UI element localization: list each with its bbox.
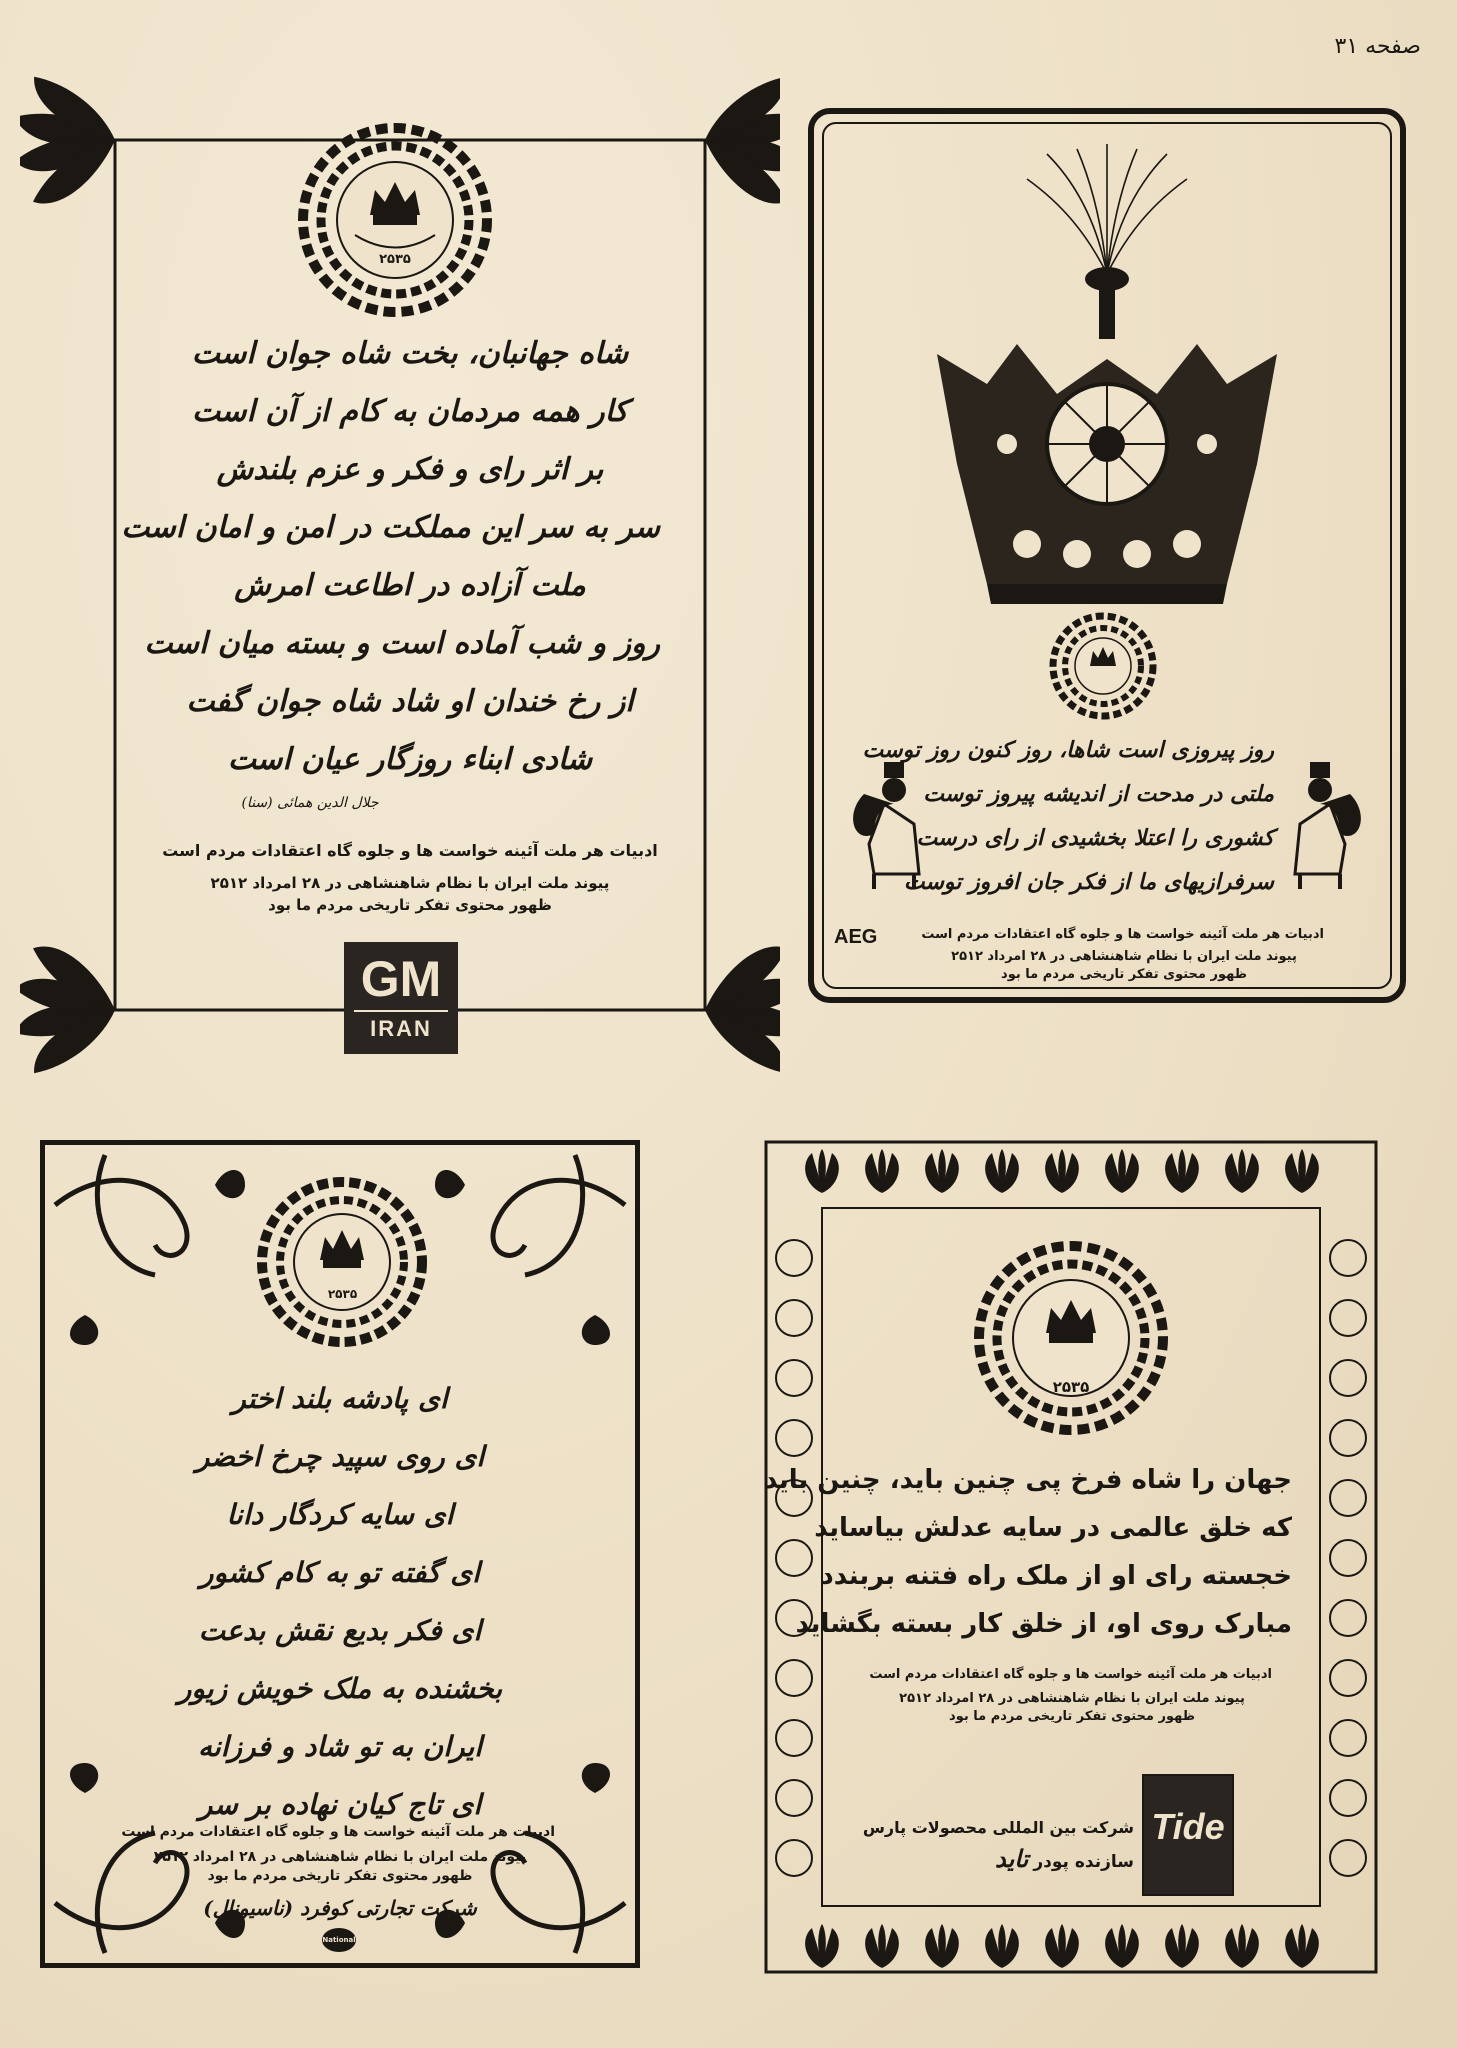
verse-line: ای تاج کیان نهاده بر سر [198, 1788, 482, 1821]
verse-line: کشوری را اعتلا بخشیدی از رای درست [916, 825, 1274, 851]
crown-seal-icon [1048, 611, 1158, 721]
tribute-text-tide [869, 1666, 1272, 1726]
poem-national [145, 1370, 535, 1834]
emblem-year: ۲۵۳۵ [379, 252, 411, 267]
verse-line: سرفرازیهای ما از فکر جان افروز توست [903, 869, 1274, 895]
verse-line: شادی ابناء روزگار عیان است [227, 742, 593, 777]
verse-line: ملتی در مدحت از اندیشه پیروز توست [923, 781, 1274, 807]
verse-line: ای فکر بدیع نقش بدعت [198, 1614, 482, 1647]
verse-line: بر اثر رای و فکر و عزم بلندش [216, 452, 604, 487]
crown-seal-icon [255, 1175, 430, 1350]
tribute-text-gm [160, 840, 660, 916]
tribute-line: پیوند ملت ایران با نظام شاهنشاهی در ۲۸ امرداد ۲۵۱۲ [899, 1691, 1245, 1706]
tide-maker-line [912, 1845, 1134, 1873]
jubilee-emblem [971, 1238, 1171, 1438]
verse-line: ای سایه کردگار دانا [226, 1498, 454, 1531]
verse-line: روز و شب آماده است و بسته میان است [144, 626, 660, 661]
tribute-line: ظهور محتوی تفکر تاریخی مردم ما بود [1001, 967, 1247, 982]
jubilee-emblem [255, 1175, 430, 1350]
tribute-line: ادبیات هر ملت آئینه خواست ها و جلوه گاه اعتقادات مردم است [162, 841, 658, 860]
gm-logo-letters: GM [354, 948, 448, 1012]
verse-line: ملت آزاده در اطاعت امرش [234, 568, 586, 603]
lamassu-right-icon [1280, 754, 1370, 894]
verse-line: مبارک روی او، از خلق کار بسته بگشاید [795, 1609, 1292, 1639]
verse-line: بخشنده به ملک خویش زیور [177, 1672, 503, 1705]
pahlavi-crown-icon [927, 144, 1287, 604]
verse-line: کار همه مردمان به کام از آن است [191, 394, 629, 429]
crown-seal-icon [971, 1238, 1171, 1438]
poem-tide [763, 1456, 1292, 1648]
poem-aeg [862, 728, 1274, 904]
tribute-line: ظهور محتوی تفکر تاریخی مردم ما بود [268, 896, 552, 914]
gm-iran-logo [344, 942, 458, 1054]
tide-brand-fa: تاید [995, 1845, 1029, 1873]
verse-line: که خلق عالمی در سایه عدلش بیاساید [814, 1513, 1292, 1543]
tribute-line: پیوند ملت ایران با نظام شاهنشاهی در ۲۸ امرداد ۲۵۱۲ [951, 949, 1297, 964]
verse-line: از رخ خندان او شاد شاه جوان گفت [186, 684, 634, 719]
tide-company [862, 1818, 1134, 1873]
poem-attribution: جلال الدین همائی (سنا) [241, 795, 379, 811]
tribute-line: پیوند ملت ایران با نظام شاهنشاهی در ۲۸ امرداد ۲۵۱۲ [153, 1849, 527, 1865]
jubilee-emblem [295, 120, 495, 320]
tide-maker-label: سازنده پودر [1033, 1852, 1134, 1872]
ad-tide [762, 1138, 1380, 1976]
emblem-year: ۲۵۳۵ [1052, 1378, 1090, 1396]
company-name-national: شرکت تجارتی کوفرد (ناسیونال) [203, 1896, 477, 1920]
verse-line: خجسته رای او از ملک راه فتنه بربندد [820, 1561, 1292, 1591]
aeg-logo: AEG [834, 926, 878, 948]
ad-gm-iran [20, 50, 780, 1080]
tribute-text-national [121, 1823, 555, 1886]
emblem-year: ۲۵۳۵ [327, 1287, 358, 1301]
ad-aeg [808, 108, 1406, 1003]
verse-line: جهان را شاه فرخ پی چنین باید، چنین باید [763, 1465, 1292, 1495]
tribute-line: ظهور محتوی تفکر تاریخی مردم ما بود [949, 1709, 1195, 1724]
tribute-line: ظهور محتوی تفکر تاریخی مردم ما بود [207, 1868, 473, 1884]
page-number: صفحه ۳۱ [1334, 34, 1421, 59]
crown-seal-icon [295, 120, 495, 320]
tribute-text-aeg [921, 926, 1324, 984]
verse-line: شاه جهانبان، بخت شاه جوان است [191, 336, 629, 371]
tribute-line: ادبیات هر ملت آئینه خواست ها و جلوه گاه اعتقادات مردم است [921, 927, 1324, 942]
company-name-tide: شرکت بین المللی محصولات پارس [862, 1818, 1134, 1837]
national-logo [322, 1928, 356, 1952]
tribute-line: پیوند ملت ایران با نظام شاهنشاهی در ۲۸ امرداد ۲۵۱۲ [210, 874, 610, 892]
tide-box-logo [1142, 1774, 1234, 1896]
tide-logo-text: Tide [1151, 1806, 1225, 1847]
poem-gm [121, 325, 660, 789]
gm-logo-country: IRAN [370, 1016, 432, 1041]
verse-line: ای پادشه بلند اختر [232, 1382, 448, 1415]
verse-line: ایران به تو شاد و فرزانه [197, 1730, 483, 1763]
verse-line: ای روی سپید چرخ اخضر [195, 1440, 485, 1473]
jubilee-emblem [1048, 611, 1158, 721]
tribute-line: ادبیات هر ملت آئینه خواست ها و جلوه گاه اعتقادات مردم است [121, 1824, 555, 1840]
ad-national [40, 1140, 640, 1968]
verse-line: سر به سر این مملکت در امن و امان است [121, 510, 660, 545]
verse-line: روز پیروزی است شاها، روز کنون روز توست [862, 737, 1274, 763]
verse-line: ای گفته تو به کام کشور [200, 1556, 480, 1589]
national-logo-text: National [322, 1936, 356, 1944]
tribute-line: ادبیات هر ملت آئینه خواست ها و جلوه گاه اعتقادات مردم است [869, 1667, 1272, 1682]
